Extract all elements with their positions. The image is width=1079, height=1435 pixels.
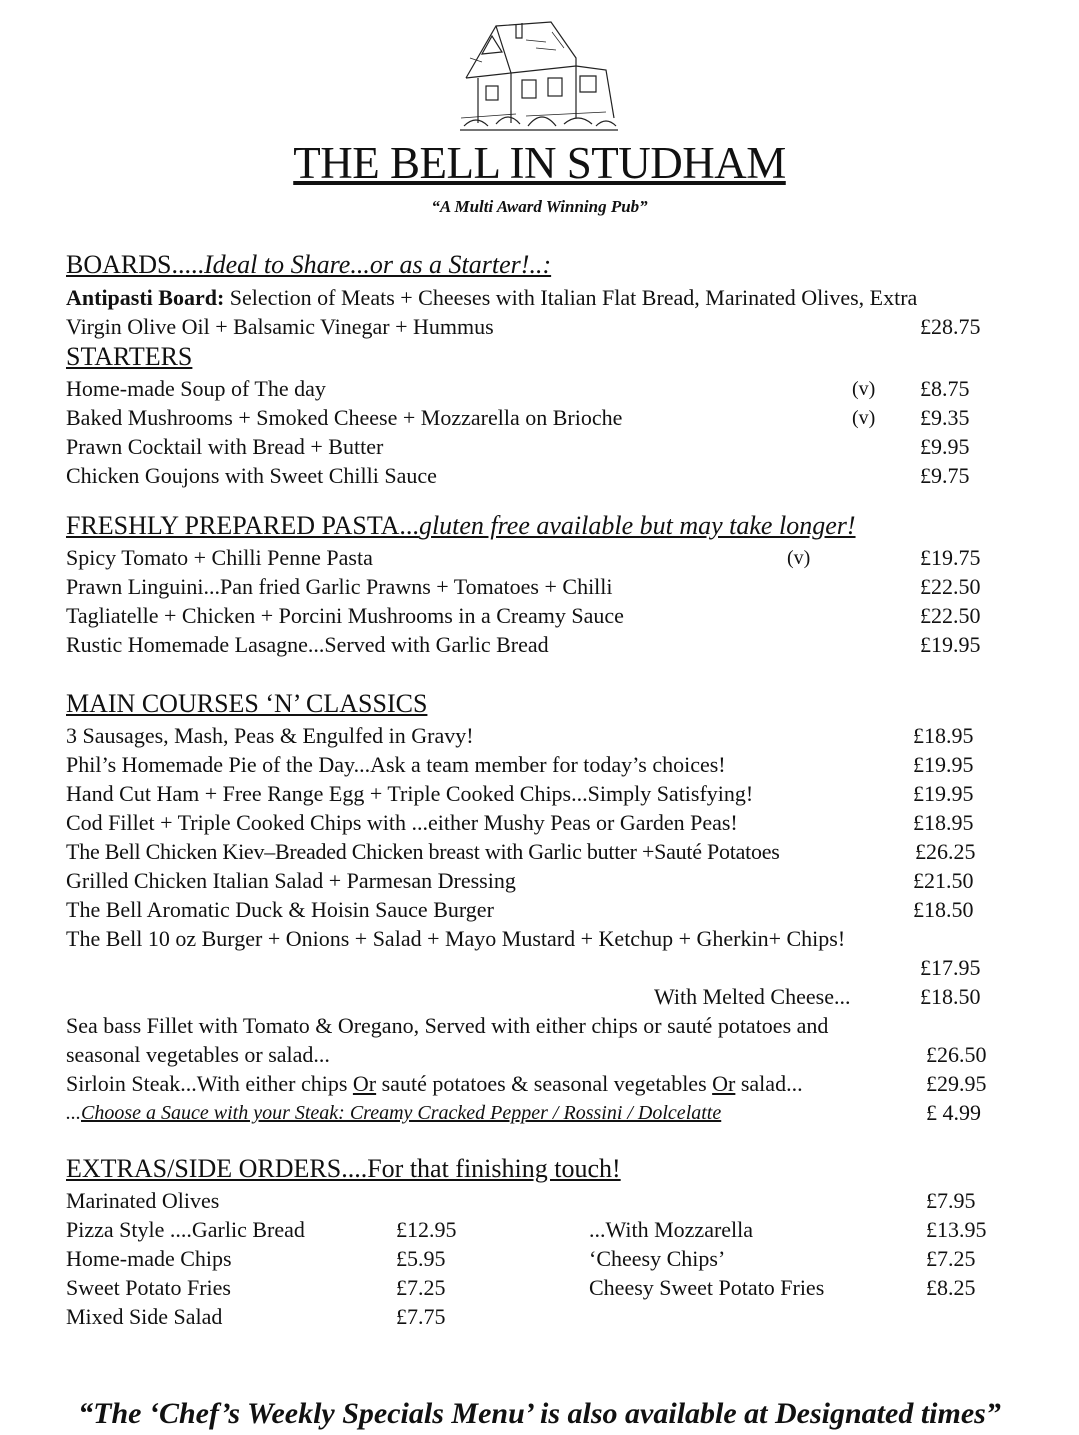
vegetarian-flag: (v)	[787, 547, 811, 569]
extras-heading: EXTRAS/SIDE ORDERS....For that finishing touch!	[66, 1154, 621, 1183]
starter-price: £9.95	[920, 434, 970, 459]
extras-price: £7.75	[396, 1304, 446, 1329]
pasta-price: £19.95	[920, 632, 981, 657]
extras-item: Cheesy Sweet Potato Fries	[589, 1275, 825, 1300]
sirloin-price: £29.95	[926, 1071, 987, 1096]
pasta-item: Prawn Linguini...Pan fried Garlic Prawns + Tomatoes + Chilli	[66, 574, 613, 599]
burger-item: The Bell 10 oz Burger + Onions + Salad + Mayo Mustard + Ketchup + Gherkin+ Chips!	[66, 926, 846, 951]
starter-price: £9.75	[920, 463, 970, 488]
main-item: The Bell Aromatic Duck & Hoisin Sauce Burger	[66, 897, 494, 922]
extras-price: £7.25	[396, 1275, 446, 1300]
boards-heading: BOARDS.....Ideal to Share...or as a Starter!..:	[66, 250, 552, 279]
pub-sketch-logo	[456, 18, 622, 136]
main-price: £19.95	[913, 781, 974, 806]
starters-heading: STARTERS	[66, 342, 193, 371]
antipasti-line-2: Virgin Olive Oil + Balsamic Vinegar + Hummus	[66, 314, 494, 339]
burger-price: £17.95	[920, 955, 981, 980]
starter-item: Prawn Cocktail with Bread + Butter	[66, 434, 384, 459]
pasta-price: £22.50	[920, 603, 981, 628]
extras-price: £7.95	[926, 1188, 976, 1213]
pasta-item: Rustic Homemade Lasagne...Served with Garlic Bread	[66, 632, 549, 657]
pub-title: THE BELL IN STUDHAM	[293, 138, 786, 188]
main-price: £19.95	[913, 752, 974, 777]
starter-price: £9.35	[920, 405, 970, 430]
extras-item: Marinated Olives	[66, 1188, 220, 1213]
seabass-line-1: Sea bass Fillet with Tomato & Oregano, Served with either chips or sauté potatoes and	[66, 1013, 829, 1038]
main-price: £18.95	[913, 810, 974, 835]
extras-item: Home-made Chips	[66, 1246, 232, 1271]
vegetarian-flag: (v)	[852, 407, 876, 429]
starter-item: Home-made Soup of The day	[66, 376, 326, 401]
pasta-item: Spicy Tomato + Chilli Penne Pasta	[66, 545, 373, 570]
antipasti-price: £28.75	[920, 314, 981, 339]
vegetarian-flag: (v)	[852, 378, 876, 400]
extras-item: ...With Mozzarella	[589, 1217, 754, 1242]
extras-item: Mixed Side Salad	[66, 1304, 223, 1329]
main-item: Hand Cut Ham + Free Range Egg + Triple Cooked Chips...Simply Satisfying!	[66, 781, 754, 806]
sirloin-item: Sirloin Steak...With either chips Or sauté potatoes & seasonal vegetables Or salad...	[66, 1071, 803, 1096]
tagline: “A Multi Award Winning Pub”	[431, 197, 648, 216]
antipasti-label: Antipasti Board:	[66, 285, 225, 310]
seabass-price: £26.50	[926, 1042, 987, 1067]
extras-item: ‘Cheesy Chips’	[589, 1246, 726, 1271]
main-item: The Bell Chicken Kiev–Breaded Chicken breast with Garlic butter +Sauté Potatoes	[66, 839, 780, 864]
main-item: Cod Fillet + Triple Cooked Chips with ...either Mushy Peas or Garden Peas!	[66, 810, 738, 835]
main-item: Phil’s Homemade Pie of the Day...Ask a team member for today’s choices!	[66, 752, 726, 777]
starter-price: £8.75	[920, 376, 970, 401]
pasta-item: Tagliatelle + Chicken + Porcini Mushrooms in a Creamy Sauce	[66, 603, 624, 628]
specials-note: “The ‘Chef’s Weekly Specials Menu’ is also available at Designated times”	[78, 1397, 1001, 1430]
steak-sauce-price: £ 4.99	[926, 1100, 981, 1125]
main-price: £26.25	[915, 839, 976, 864]
melted-cheese-option: With Melted Cheese...	[654, 984, 851, 1009]
extras-item: Sweet Potato Fries	[66, 1275, 231, 1300]
starter-item: Baked Mushrooms + Smoked Cheese + Mozzarella on Brioche	[66, 405, 623, 430]
pasta-price: £19.75	[920, 545, 981, 570]
antipasti-line-1: Antipasti Board: Selection of Meats + Cheeses with Italian Flat Bread, Marinated Olives, Extra	[66, 285, 918, 310]
main-item: 3 Sausages, Mash, Peas & Engulfed in Gravy!	[66, 723, 474, 748]
mains-heading: MAIN COURSES ‘N’ CLASSICS	[66, 689, 428, 718]
extras-price: £12.95	[396, 1217, 457, 1242]
extras-price: £7.25	[926, 1246, 976, 1271]
extras-price: £8.25	[926, 1275, 976, 1300]
melted-cheese-price: £18.50	[920, 984, 981, 1009]
starter-item: Chicken Goujons with Sweet Chilli Sauce	[66, 463, 437, 488]
main-price: £21.50	[913, 868, 974, 893]
extras-item: Pizza Style ....Garlic Bread	[66, 1217, 305, 1242]
pasta-price: £22.50	[920, 574, 981, 599]
pasta-heading: FRESHLY PREPARED PASTA...gluten free available but may take longer!	[66, 511, 856, 540]
main-price: £18.50	[913, 897, 974, 922]
seabass-line-2: seasonal vegetables or salad...	[66, 1042, 330, 1067]
extras-price: £5.95	[396, 1246, 446, 1271]
main-price: £18.95	[913, 723, 974, 748]
steak-sauce-options: ...Choose a Sauce with your Steak: Creamy Cracked Pepper / Rossini / Dolcelatte	[66, 1102, 722, 1124]
extras-price: £13.95	[926, 1217, 987, 1242]
main-item: Grilled Chicken Italian Salad + Parmesan Dressing	[66, 868, 516, 893]
